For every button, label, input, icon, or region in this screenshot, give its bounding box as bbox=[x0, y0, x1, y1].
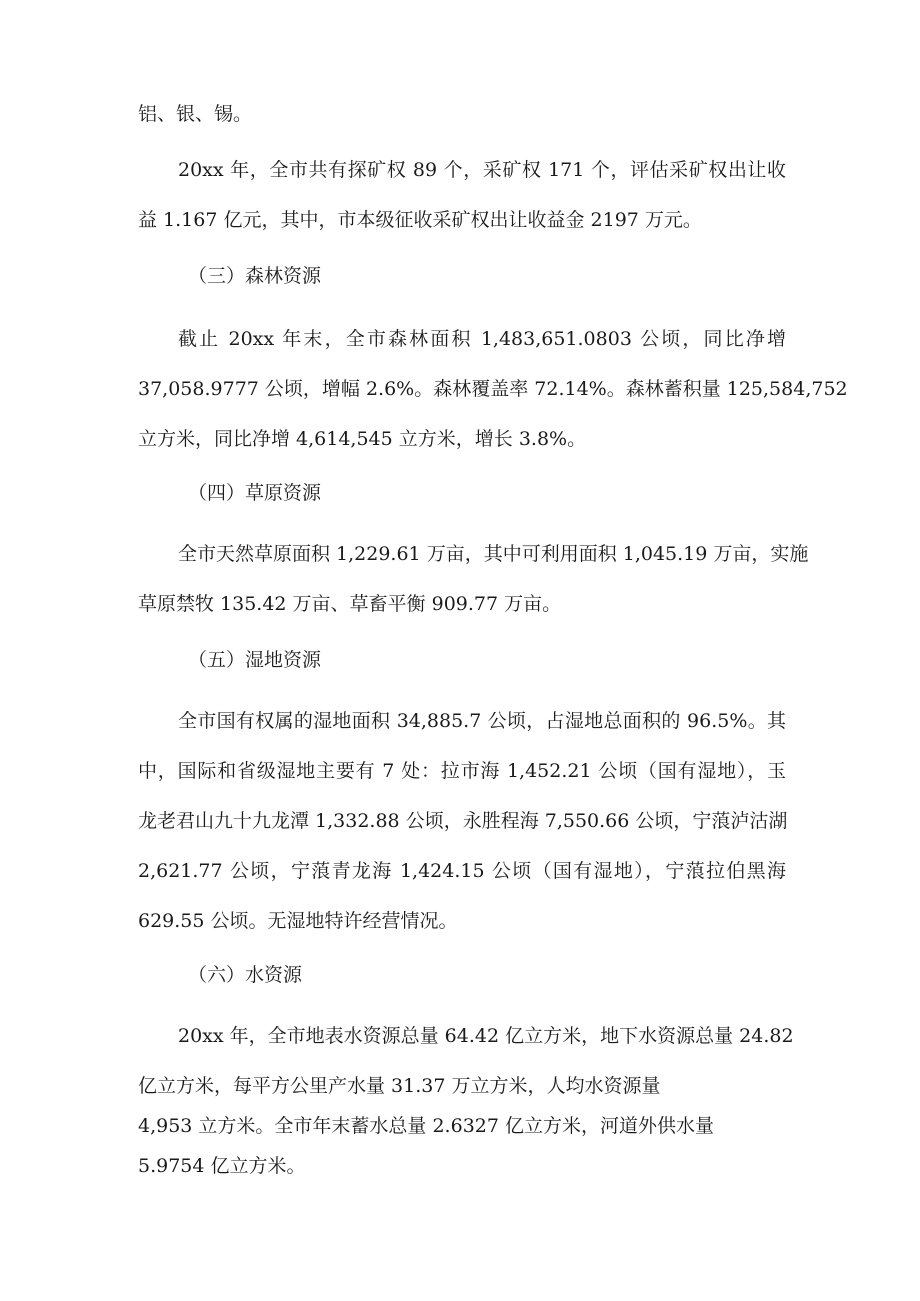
paragraph-line: 2,621.77 公顷，宁蒗青龙海 1,424.15 公顷（国有湿地），宁蒗拉伯黑海 bbox=[138, 860, 786, 882]
paragraph-line: 全市天然草原面积 1,229.61 万亩，其中可利用面积 1,045.19 万亩，实施 bbox=[178, 543, 809, 565]
paragraph-line: 草原禁牧 135.42 万亩、草畜平衡 909.77 万亩。 bbox=[138, 593, 562, 615]
paragraph-line: 亿立方米，每平方公里产水量 31.37 万立方米，人均水资源量 bbox=[138, 1075, 661, 1097]
section-heading-grassland: （四）草原资源 bbox=[188, 482, 322, 504]
paragraph-line: 全市国有权属的湿地面积 34,885.7 公顷，占湿地总面积的 96.5%。其 bbox=[178, 710, 786, 732]
paragraph-line: 龙老君山九十九龙潭 1,332.88 公顷，永胜程海 7,550.66 公顷，宁蒗泸沽湖 bbox=[138, 810, 788, 832]
paragraph-line: 立方米，同比净增 4,614,545 立方米，增长 3.8%。 bbox=[138, 428, 587, 450]
section-heading-wetland: （五）湿地资源 bbox=[188, 649, 322, 671]
paragraph-line: 益 1.167 亿元，其中，市本级征收采矿权出让收益金 2197 万元。 bbox=[138, 209, 702, 231]
paragraph-line: 铝、银、锡。 bbox=[138, 103, 253, 125]
paragraph-line: 4,953 立方米。全市年末蓄水总量 2.6327 亿立方米，河道外供水量 bbox=[138, 1115, 714, 1137]
paragraph-line: 20xx 年，全市共有探矿权 89 个，采矿权 171 个，评估采矿权出让收 bbox=[178, 159, 786, 181]
paragraph-line: 20xx 年，全市地表水资源总量 64.42 亿立方米，地下水资源总量 24.82 bbox=[178, 1025, 794, 1047]
paragraph-line: 629.55 公顷。无湿地特许经营情况。 bbox=[138, 910, 458, 932]
section-heading-water: （六）水资源 bbox=[188, 964, 303, 986]
paragraph-line: 37,058.9777 公顷，增幅 2.6%。森林覆盖率 72.14%。森林蓄积量 125,584,752 bbox=[138, 378, 848, 400]
paragraph-line: 5.9754 亿立方米。 bbox=[138, 1155, 306, 1177]
section-heading-forest: （三）森林资源 bbox=[188, 265, 322, 287]
paragraph-line: 截止 20xx 年末，全市森林面积 1,483,651.0803 公顷，同比净增 bbox=[178, 328, 786, 350]
paragraph-line: 中，国际和省级湿地主要有 7 处：拉市海 1,452.21 公顷（国有湿地），玉 bbox=[138, 760, 786, 782]
